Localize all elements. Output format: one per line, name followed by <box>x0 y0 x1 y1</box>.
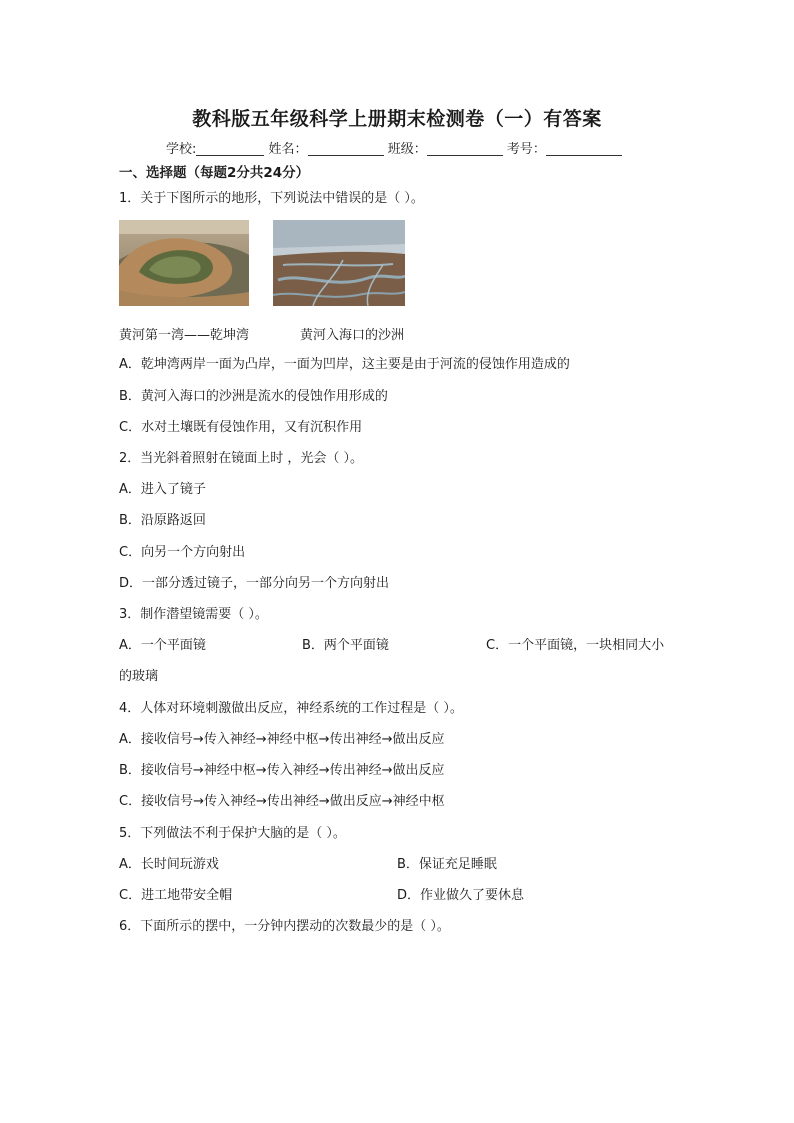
q1-caption-left: 黄河第一湾——乾坤湾 <box>119 328 250 343</box>
q4-option-c[interactable]: C．接收信号→传入神经→传出神经→做出反应→神经中枢 <box>119 794 445 809</box>
q5-option-c[interactable]: C．进工地带安全帽 <box>119 888 233 903</box>
q4-stem: 4．人体对环境刺激做出反应，神经系统的工作过程是（ ）。 <box>119 701 463 716</box>
class-blank[interactable] <box>427 141 503 156</box>
river-bend-photo <box>119 220 249 306</box>
q3-option-b[interactable]: B．两个平面镜 <box>302 638 389 653</box>
q1-caption-right: 黄河入海口的沙洲 <box>300 328 405 343</box>
q3-option-a[interactable]: A．一个平面镜 <box>119 638 206 653</box>
name-label: 姓名： <box>268 142 308 157</box>
q2-stem: 2．当光斜着照射在镜面上时 ，光会（ ）。 <box>119 451 364 466</box>
q4-option-b[interactable]: B．接收信号→神经中枢→传入神经→传出神经→做出反应 <box>119 763 445 778</box>
q3-option-c[interactable]: C．一个平面镜，一块相同大小 <box>486 638 665 653</box>
q4-option-a[interactable]: A．接收信号→传入神经→神经中枢→传出神经→做出反应 <box>119 732 445 747</box>
school-label: 学校: <box>166 142 197 157</box>
q2-option-c[interactable]: C．向另一个方向射出 <box>119 545 246 560</box>
q5-option-a[interactable]: A．长时间玩游戏 <box>119 857 219 872</box>
q1-stem: 1．关于下图所示的地形，下列说法中错误的是（ ）。 <box>119 191 424 206</box>
q2-option-d[interactable]: D．一部分透过镜子，一部分向另一个方向射出 <box>119 576 390 591</box>
name-blank[interactable] <box>308 141 384 156</box>
q5-stem: 5．下列做法不利于保护大脑的是（ ）。 <box>119 826 346 841</box>
q5-option-d[interactable]: D．作业做久了要休息 <box>397 888 525 903</box>
q3-option-c-continued: 的玻璃 <box>119 669 159 684</box>
q5-option-b[interactable]: B．保证充足睡眠 <box>397 857 497 872</box>
section-heading: 一、选择题（每题2分共24分） <box>119 165 310 181</box>
delta-photo <box>273 220 405 306</box>
exam-no-blank[interactable] <box>546 141 622 156</box>
q2-option-a[interactable]: A．进入了镜子 <box>119 482 206 497</box>
q2-option-b[interactable]: B．沿原路返回 <box>119 513 206 528</box>
q6-stem: 6．下面所示的摆中，一分钟内摆动的次数最少的是（ ）。 <box>119 919 450 934</box>
q3-stem: 3．制作潜望镜需要（ ）。 <box>119 607 268 622</box>
q1-option-a[interactable]: A．乾坤湾两岸一面为凸岸，一面为凹岸，这主要是由于河流的侵蚀作用造成的 <box>119 357 570 372</box>
class-label: 班级： <box>387 142 427 157</box>
q1-option-c[interactable]: C．水对土壤既有侵蚀作用，又有沉积作用 <box>119 420 363 435</box>
q1-option-b[interactable]: B．黄河入海口的沙洲是流水的侵蚀作用形成的 <box>119 389 388 404</box>
student-info-line <box>166 138 622 157</box>
page-title: 教科版五年级科学上册期末检测卷（一）有答案 <box>192 108 602 130</box>
exam-no-label: 考号： <box>506 142 546 157</box>
school-blank[interactable] <box>196 141 264 156</box>
